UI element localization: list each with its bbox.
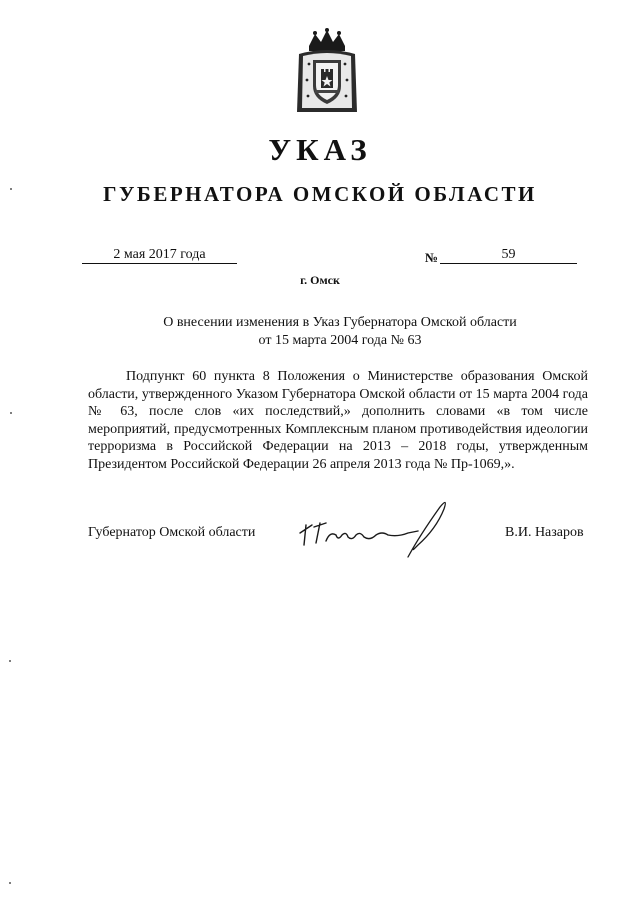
scan-speck <box>9 882 11 884</box>
document-number: 59 <box>440 247 577 264</box>
coat-of-arms-icon <box>293 28 361 116</box>
signature-image <box>290 495 460 565</box>
document-date: 2 мая 2017 года <box>82 247 237 264</box>
body-paragraph: Подпункт 60 пункта 8 Положения о Министерстве образования Омской области, утвержденного Указом Губернатора Омской области от 15 марта 2004 года № 63, после слов «их последствий,» дополнить словами «в том числе мероприятий, предусмотренных Комплексным планом противодействия идеологии терроризма в Российской Федерации на 2013 – 2018 годы, утвержденным Президентом Российской Федерации 26 апреля 2013 года № Пр-1069,». <box>88 369 588 472</box>
subject-line-1: О внесении изменения в Указ Губернатора Омской области <box>163 315 517 330</box>
scan-speck <box>9 660 11 662</box>
document-subject <box>0 314 640 350</box>
document-title: УКАЗ <box>268 132 372 167</box>
document-city: г. Омск <box>300 273 340 287</box>
number-label: № <box>425 250 439 265</box>
subject-line-2: от 15 марта 2004 года № 63 <box>258 333 422 348</box>
signatory-name: В.И. Назаров <box>505 525 584 540</box>
scan-speck <box>10 412 12 414</box>
document-subtitle: ГУБЕРНАТОРА ОМСКОЙ ОБЛАСТИ <box>103 182 537 206</box>
scan-speck <box>10 188 12 190</box>
signatory-position: Губернатор Омской области <box>88 525 256 540</box>
